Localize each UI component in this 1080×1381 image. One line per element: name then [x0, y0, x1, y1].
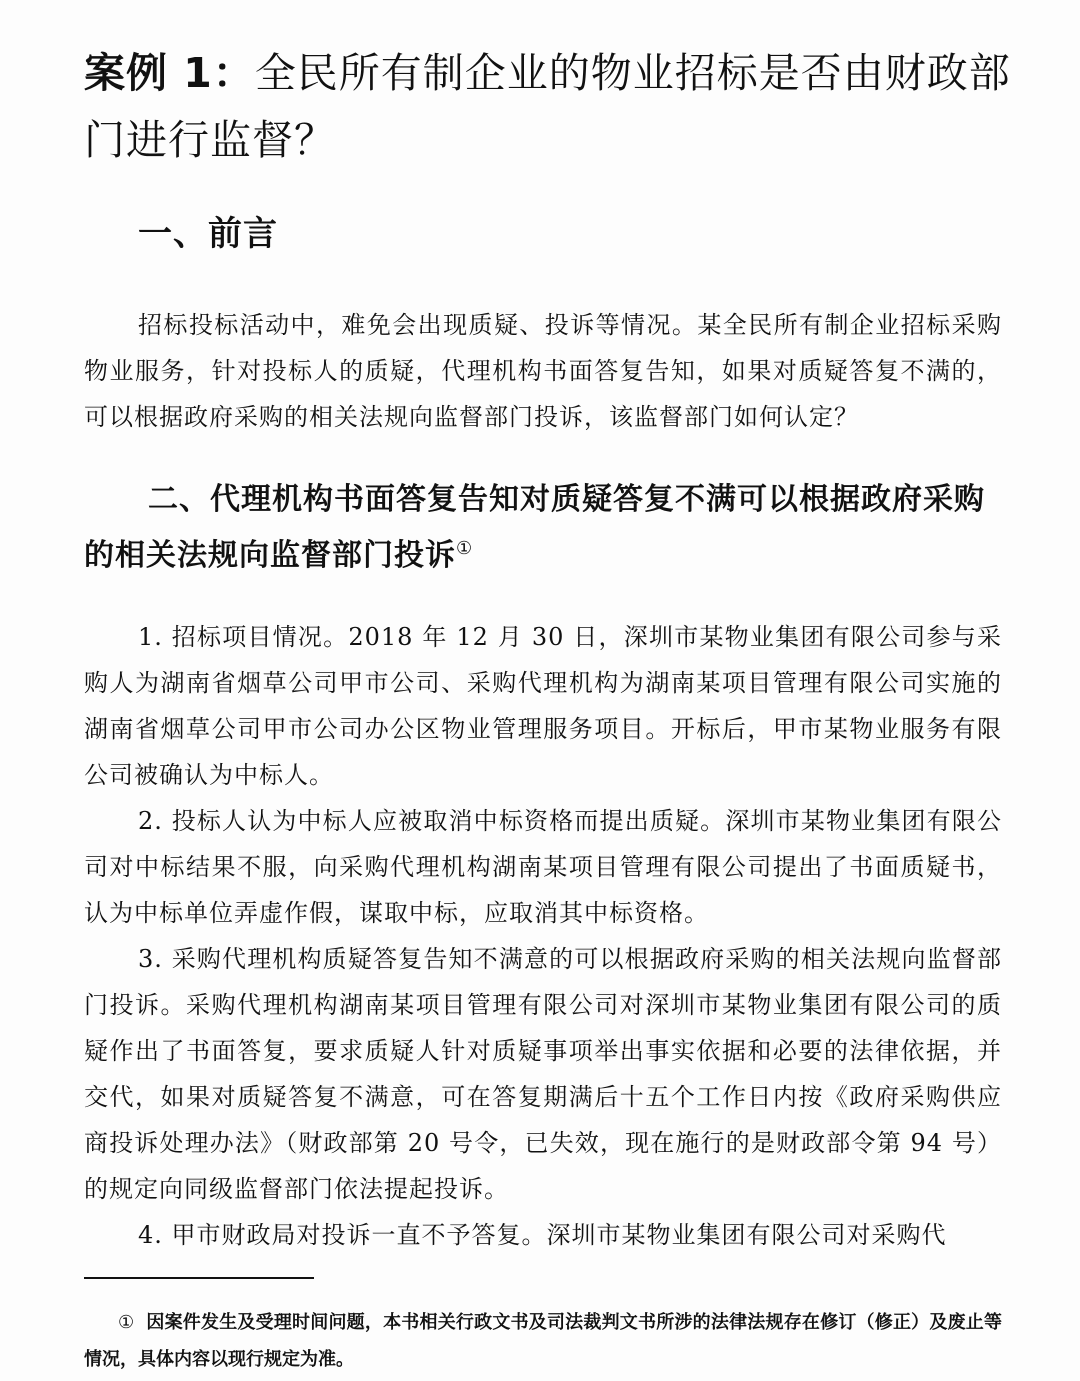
case-title	[84, 40, 1014, 174]
footnote-mark: ①	[118, 1312, 135, 1333]
case-question: 全民所有制企业的物业招标是否由财政部门进行监督？	[84, 49, 1011, 164]
section-heading-complaint-text: 二、代理机构书面答复告知对质疑答复不满可以根据政府采购的相关法规向监督部门投诉	[84, 482, 985, 573]
footnote-reference[interactable]: ①	[456, 538, 474, 559]
case-label: 案例 1：	[84, 49, 255, 97]
section-heading-preface: 一、前言	[138, 214, 278, 254]
numbered-paragraph-2: 2. 投标人认为中标人应被取消中标资格而提出质疑。深圳市某物业集团有限公司对中标结果不服，向采购代理机构湖南某项目管理有限公司提出了书面质疑书，认为中标单位弄虚作假，谋取中标，应取消其中标资格。	[84, 807, 1002, 927]
numbered-paragraph-4: 4. 甲市财政局对投诉一直不予答复。深圳市某物业集团有限公司对采购代	[138, 1221, 947, 1249]
section-heading-complaint	[84, 472, 1004, 584]
preface-paragraph: 招标投标活动中，难免会出现质疑、投诉等情况。某全民所有制企业招标采购物业服务，针对投标人的质疑，代理机构书面答复告知，如果对质疑答复不满的，可以根据政府采购的相关法规向监督部门投诉，该监督部门如何认定？	[84, 311, 1002, 431]
numbered-paragraph-3: 3. 采购代理机构质疑答复告知不满意的可以根据政府采购的相关法规向监督部门投诉。采购代理机构湖南某项目管理有限公司对深圳市某物业集团有限公司的质疑作出了书面答复，要求质疑人针对质疑事项举出事实依据和必要的法律依据，并交代，如果对质疑答复不满意，可在答复期满后十五个工作日内按《政府采购供应商投诉处理办法》（财政部第 20 号令，已失效，现在施行的是财政部令第 94 号）的规定向同级监督部门依法提起投诉。	[84, 945, 1002, 1203]
footnote-text: 因案件发生及受理时间问题，本书相关行政文书及司法裁判文书所涉的法律法规存在修订（修正）及废止等情况，具体内容以现行规定为准。	[84, 1312, 1003, 1370]
footnote	[84, 1304, 1002, 1378]
numbered-paragraph-1: 1. 招标项目情况。2018 年 12 月 30 日，深圳市某物业集团有限公司参与采购人为湖南省烟草公司甲市公司、采购代理机构为湖南某项目管理有限公司实施的湖南省烟草公司甲市公司办公区物业管理服务项目。开标后，甲市某物业服务有限公司被确认为中标人。	[84, 623, 1002, 789]
footnote-divider	[84, 1277, 314, 1279]
